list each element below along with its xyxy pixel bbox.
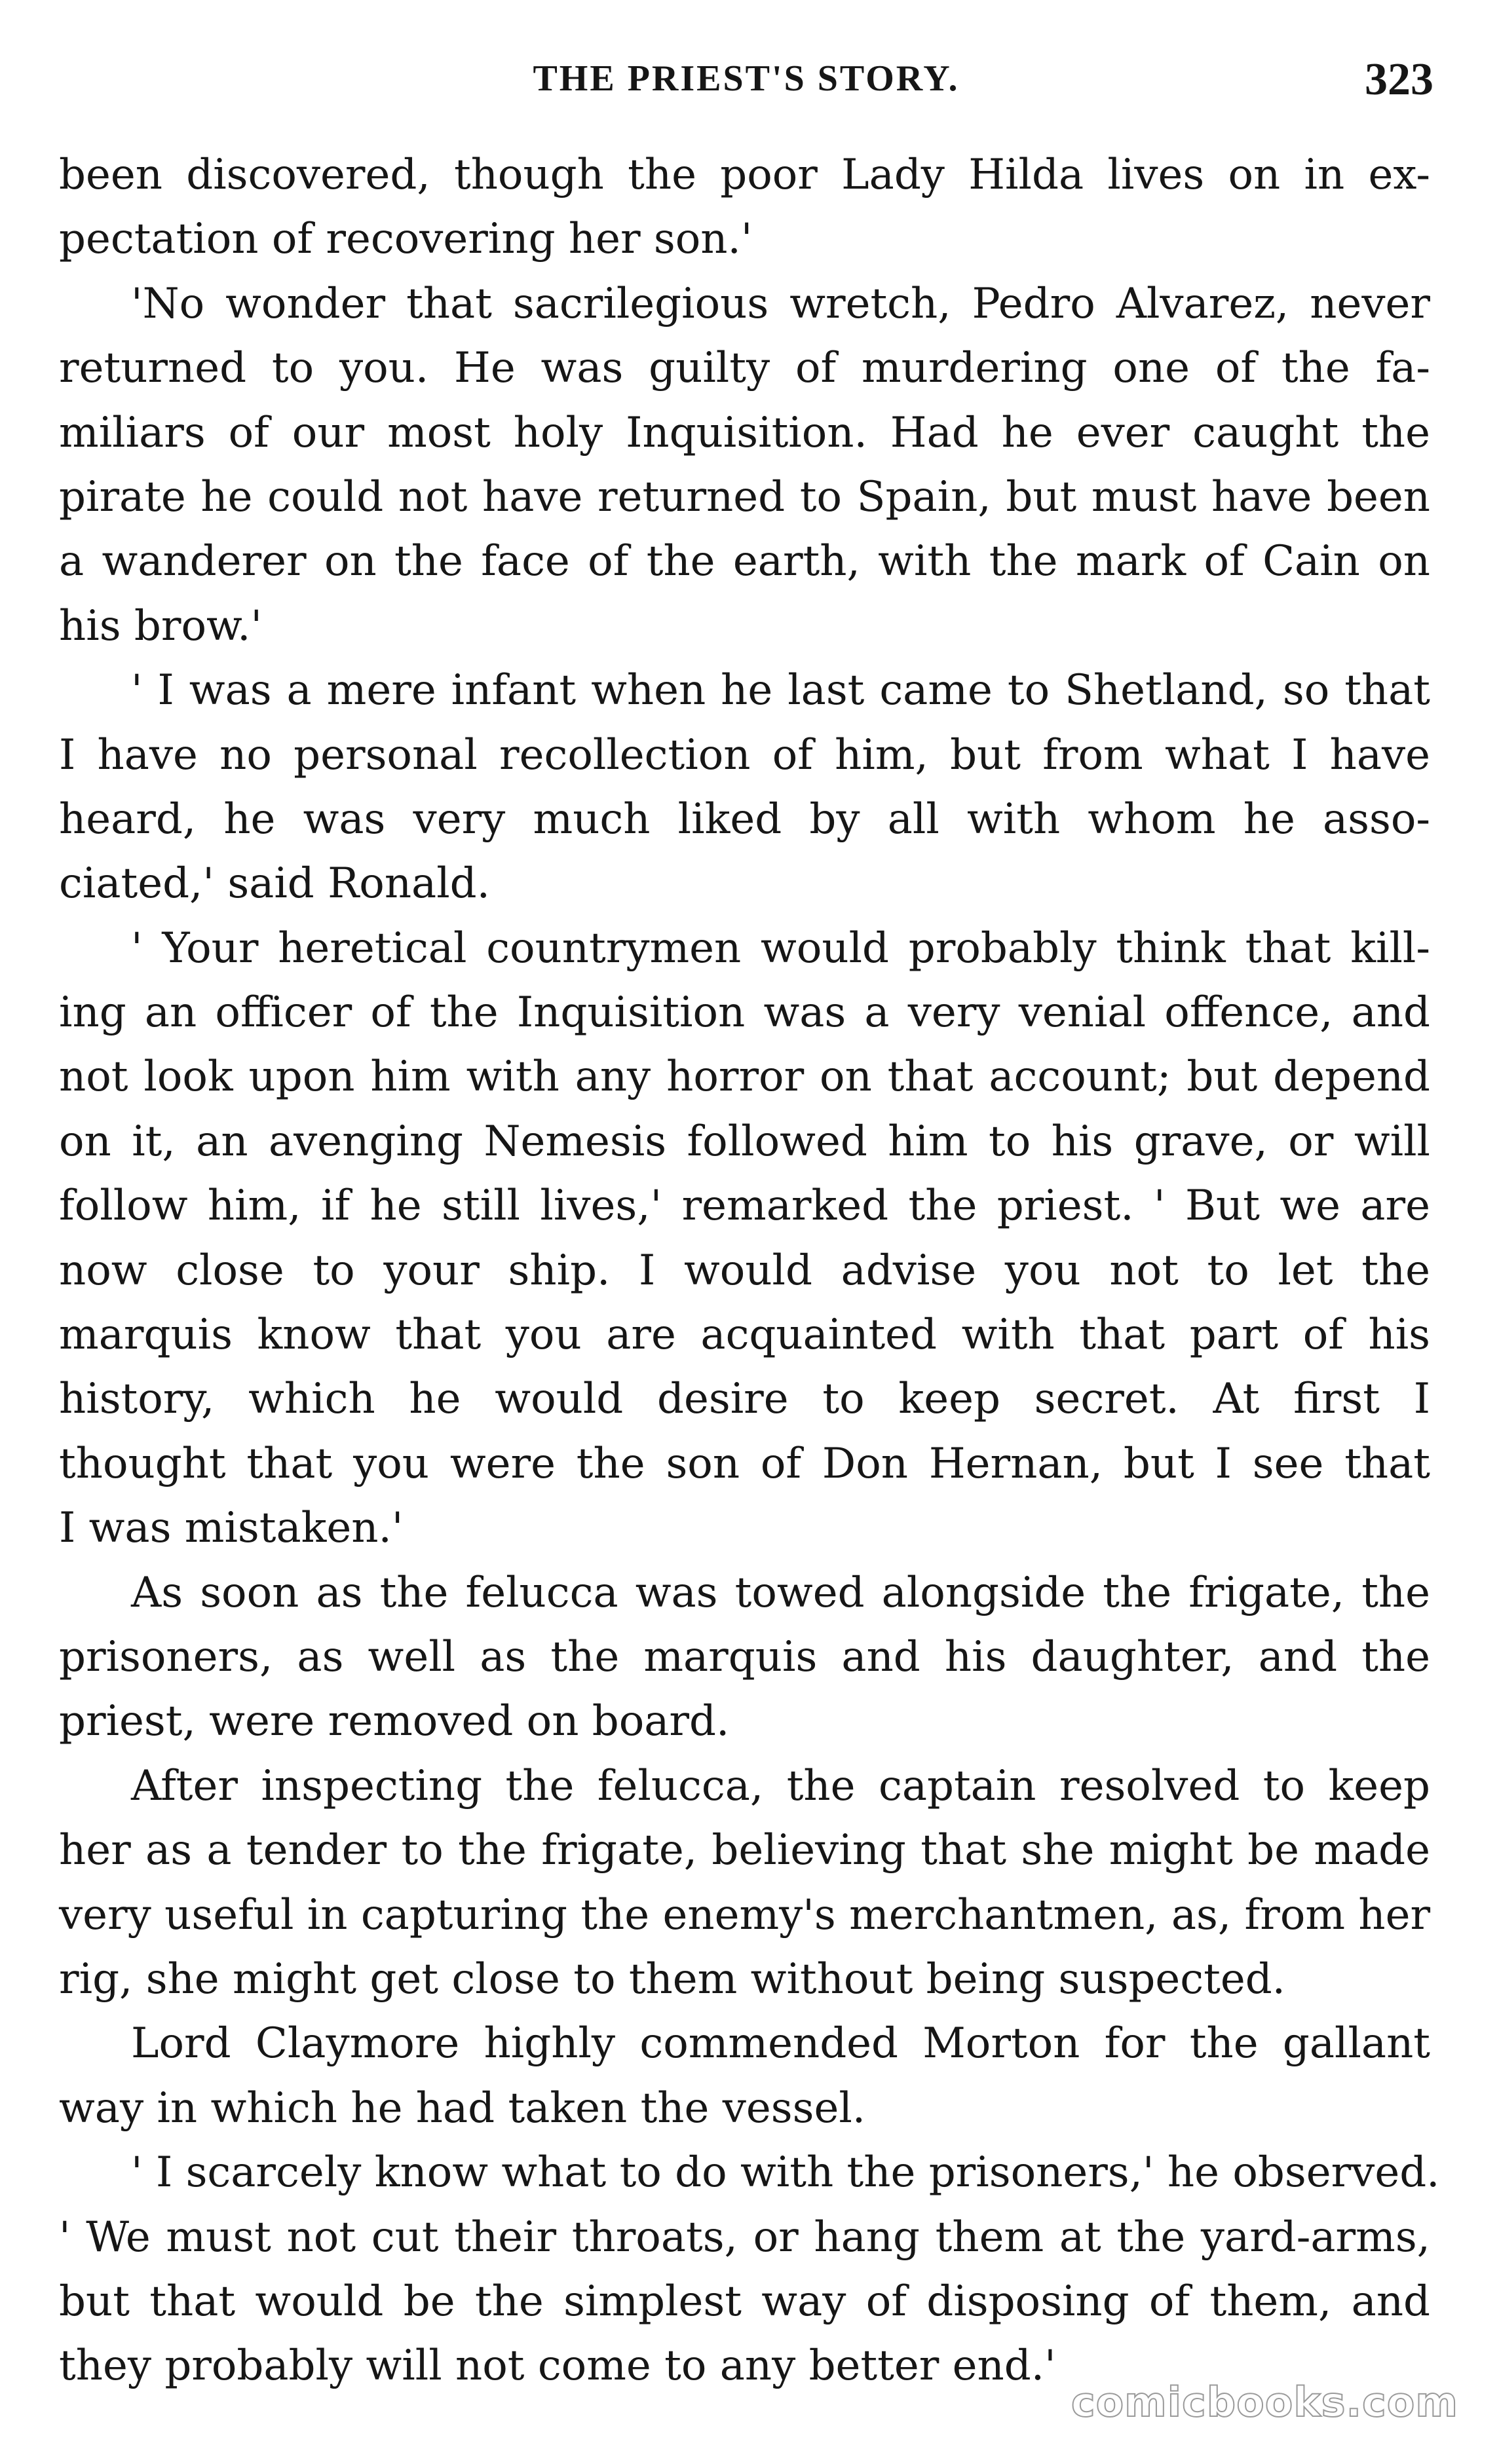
page-number: 323 [1365,54,1433,105]
watermark: comicbooks.com [1071,2378,1458,2426]
text-line: rig, she might get close to them without being suspected. [59,1954,1285,2004]
running-title: THE PRIEST'S STORY. [533,58,960,99]
text-line: ' Your heretical countrymen would probably think that kill- [131,924,1430,973]
text-line: way in which he had taken the vessel. [59,2083,866,2133]
text-line: pirate he could not have returned to Spain, but must have been [59,472,1430,521]
text-line: on it, an avenging Nemesis followed him to his grave, or will [59,1117,1430,1166]
text-line: thought that you were the son of Don Hernan, but I see that [59,1439,1430,1488]
text-line: miliars of our most holy Inquisition. Had he ever caught the [59,408,1430,457]
text-line: As soon as the felucca was towed alongside the frigate, the [131,1568,1430,1617]
text-line: Lord Claymore highly commended Morton for the gallant [131,2019,1430,2068]
text-line: After inspecting the felucca, the captain resolved to keep [131,1761,1430,1810]
text-line: I was mistaken.' [59,1504,404,1553]
text-line: priest, were removed on board. [59,1697,730,1746]
text-line: her as a tender to the frigate, believing that she might be made [59,1826,1430,1875]
text-line: a wanderer on the face of the earth, with the mark of Cain on [59,537,1430,586]
text-line: ' I scarcely know what to do with the prisoners,' he observed. [131,2148,1440,2197]
text-line: returned to you. He was guilty of murdering one of the fa- [59,344,1430,393]
text-line: follow him, if he still lives,' remarked the priest. ' But we are [59,1182,1430,1231]
text-line: pectation of recovering her son.' [59,215,753,264]
text-line: they probably will not come to any better end.' [59,2342,1056,2391]
text-line: prisoners, as well as the marquis and his daughter, and the [59,1632,1430,1681]
page-header [59,54,1433,117]
text-line: heard, he was very much liked by all with whom he asso- [59,794,1430,844]
text-line: 'No wonder that sacrilegious wretch, Pedro Alvarez, never [131,279,1430,328]
text-line: now close to your ship. I would advise you not to let the [59,1246,1430,1295]
text-line: ing an officer of the Inquisition was a very venial offence, and [59,988,1430,1037]
text-line: ' We must not cut their throats, or hang them at the yard-arms, [59,2212,1430,2262]
text-line: his brow.' [59,601,263,650]
text-line: very useful in capturing the enemy's merchantmen, as, from her [59,1890,1431,1939]
text-line: history, which he would desire to keep secret. At first I [59,1375,1430,1424]
body-text [59,143,1440,2399]
text-line: been discovered, though the poor Lady Hilda lives on in ex- [59,151,1430,199]
text-line: ciated,' said Ronald. [59,859,490,908]
text-line: marquis know that you are acquainted with that part of his [59,1311,1430,1360]
text-line: ' I was a mere infant when he last came to Shetland, so that [131,666,1430,715]
text-line: not look upon him with any horror on that account; but depend [59,1053,1430,1102]
text-line: but that would be the simplest way of disposing of them, and [59,2277,1430,2326]
text-line: I have no personal recollection of him, but from what I have [59,730,1430,779]
